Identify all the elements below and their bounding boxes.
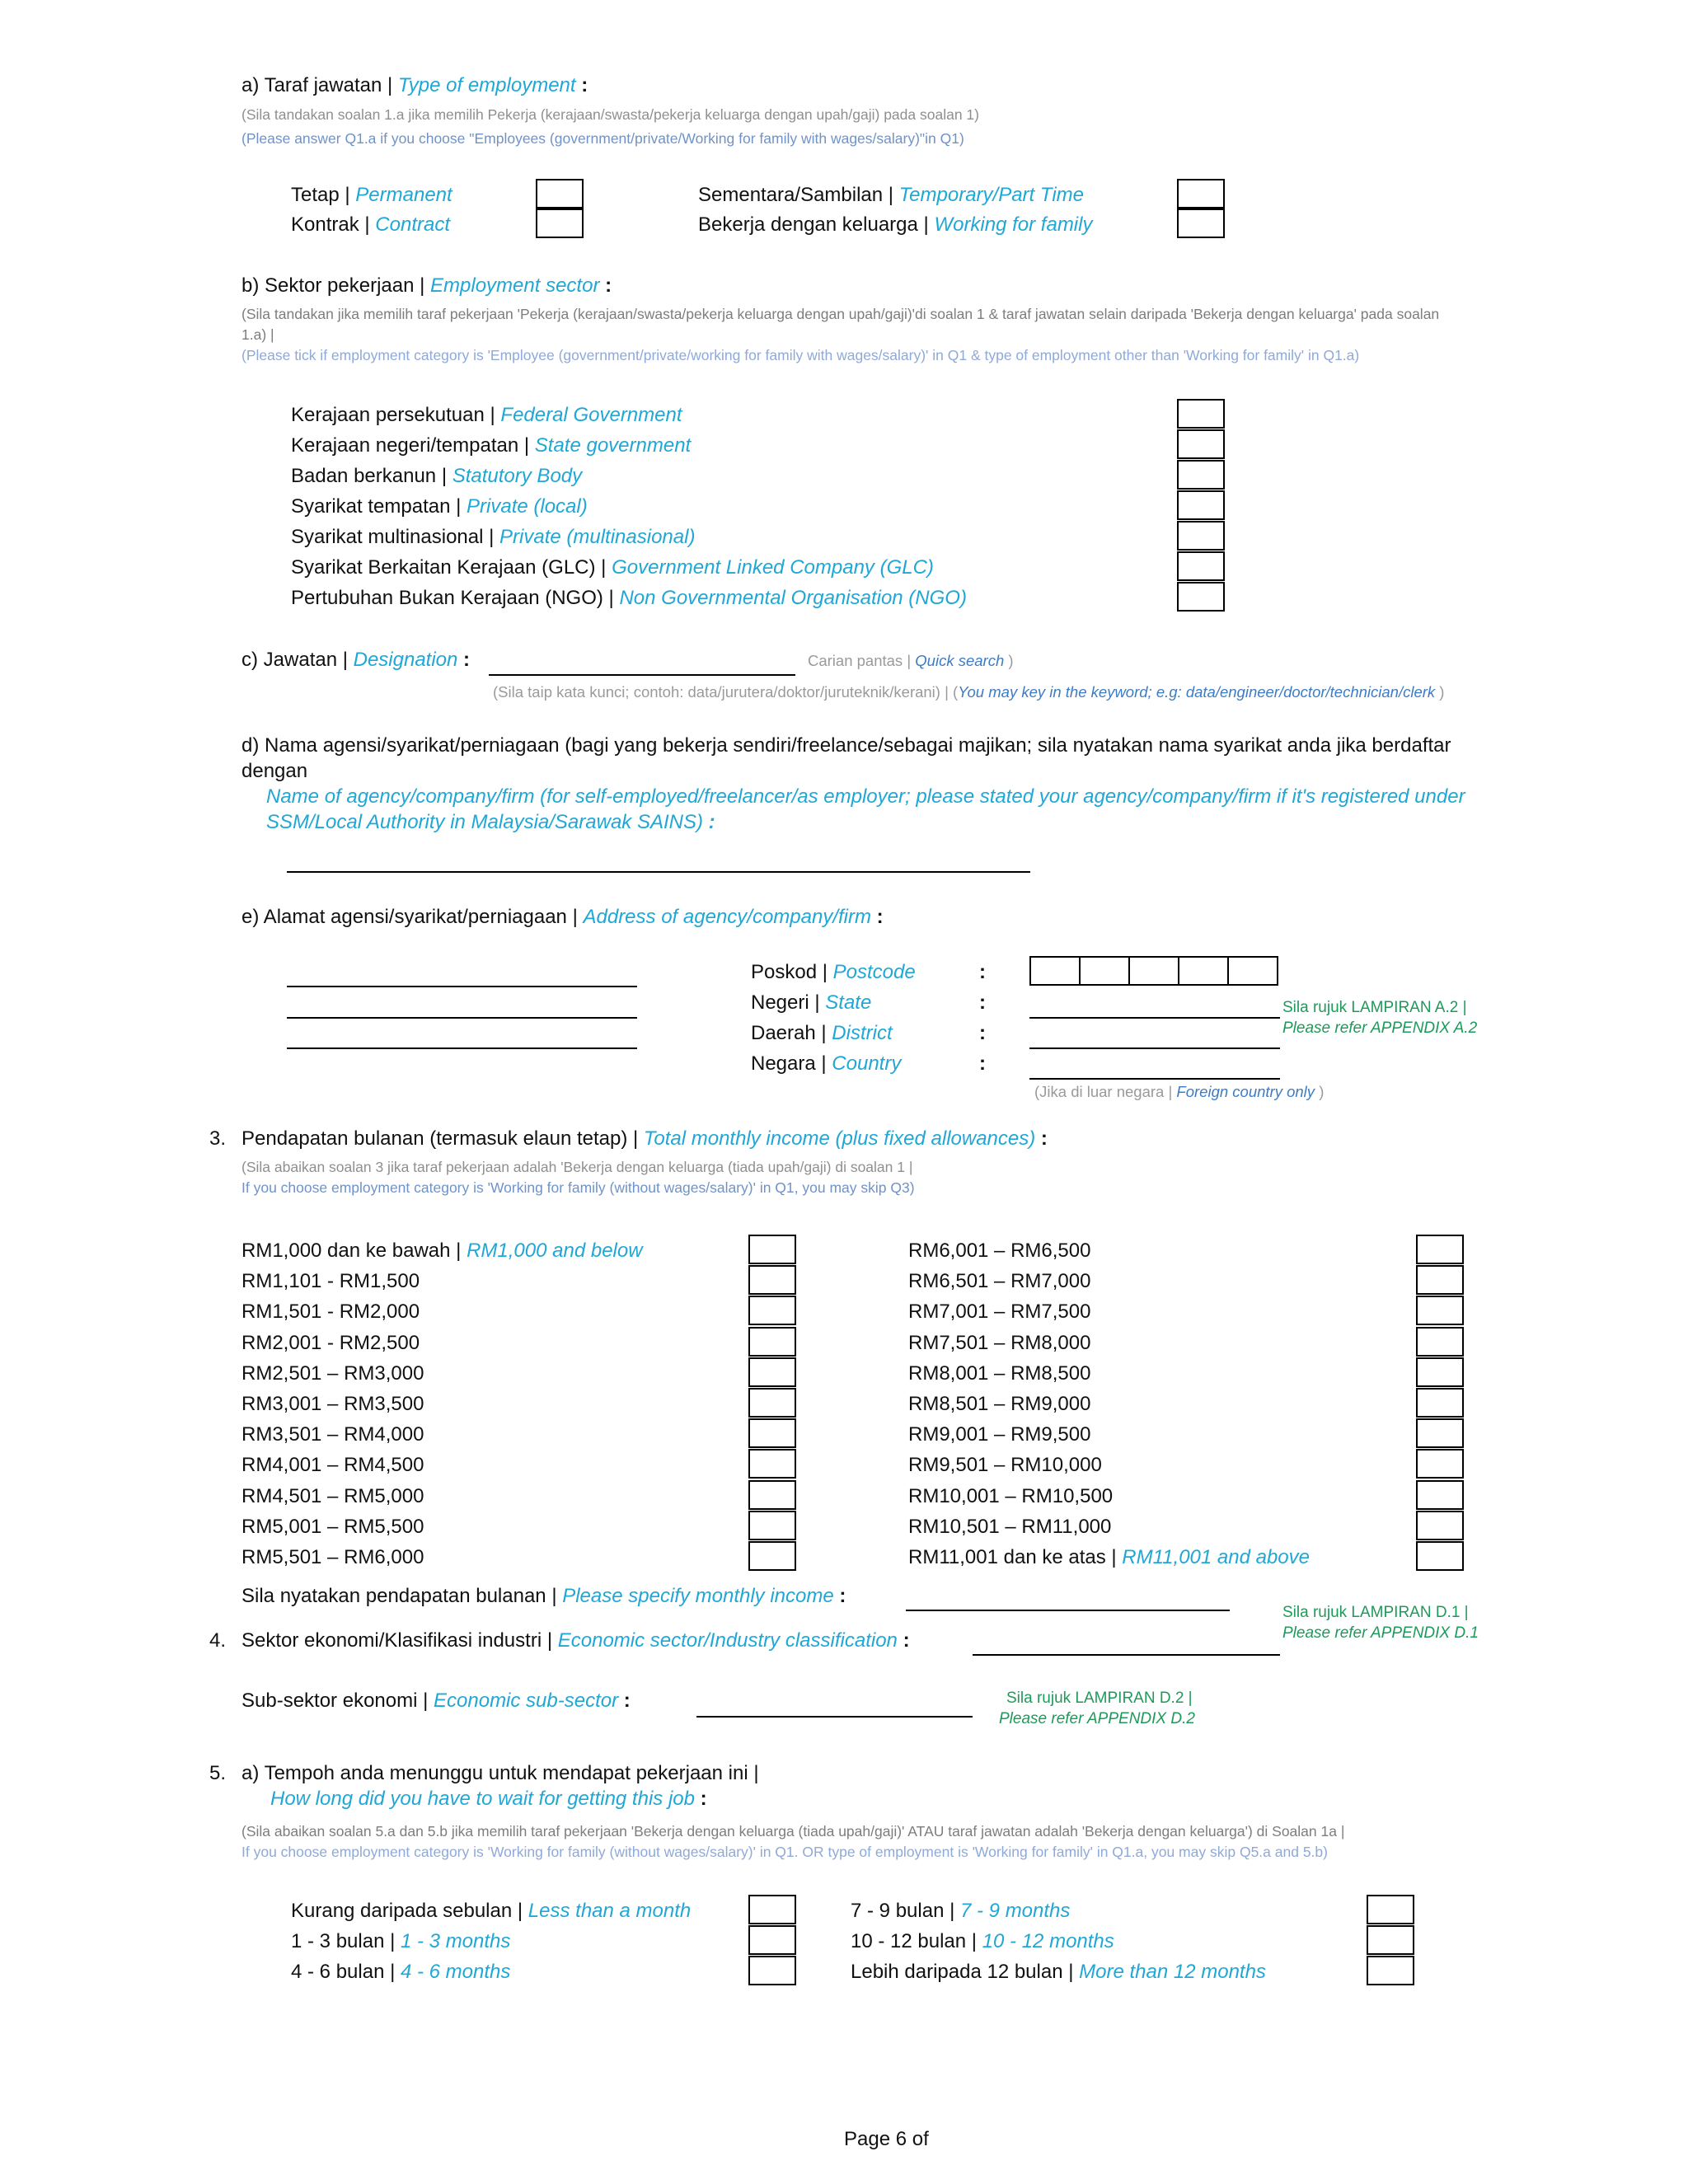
income-left-4-label: RM2,001 - RM2,500 [241, 1332, 420, 1354]
q3-note-ms: (Sila abaikan soalan 3 jika taraf pekerjaan adalah 'Bekerja dengan keluarga (tiada upah/gaji) di soalan 1 | [241, 1159, 913, 1175]
address-line-2-input[interactable] [287, 1017, 637, 1019]
section-e-title: e) Alamat agensi/syarikat/perniagaan | Address of agency/company/firm : [241, 906, 884, 928]
checkbox-income-left-1[interactable] [748, 1235, 796, 1264]
wait-option-4-label-ms: 7 - 9 bulan | [851, 1900, 955, 1922]
page-number: Page 6 of [844, 2128, 929, 2150]
income-left-1-label [241, 1240, 643, 1263]
agency-name-input[interactable] [287, 871, 1030, 873]
checkbox-income-right-3[interactable] [1416, 1296, 1464, 1325]
q3-note-en: If you choose employment category is 'Working for family (without wages/salary)' in Q1, you may skip Q3) [241, 1179, 915, 1196]
checkbox-income-left-9[interactable] [748, 1480, 796, 1510]
sector-option-5-label [291, 526, 695, 549]
section-b-note-en: (Please tick if employment category is 'Employee (government/private/working for family with wages/salary)' in Q1 & type of employment other than 'Working for family' in Q1.a) [241, 347, 1360, 363]
sector-option-5-label-ms: Syarikat multinasional | [291, 526, 495, 548]
postcode-label: Poskod | Postcode [751, 961, 916, 983]
wait-option-4-label-en: 7 - 9 months [960, 1900, 1071, 1922]
checkbox-sector-7[interactable] [1177, 582, 1225, 612]
checkbox-income-right-11[interactable] [1416, 1541, 1464, 1571]
checkbox-wait-2[interactable] [748, 1925, 796, 1955]
wait-option-2-label-en: 1 - 3 months [401, 1930, 511, 1952]
wait-option-3-label [291, 1961, 510, 1984]
q5-title-en: How long did you have to wait for getting this job : [270, 1788, 707, 1810]
checkbox-income-left-6[interactable] [748, 1388, 796, 1418]
designation-hint: (Sila taip kata kunci; contoh: data/jurutera/doktor/juruteknik/kerani) | (You may key in the keyword; e.g: data/engineer/doctor/technician/clerk ) [493, 683, 1445, 701]
q4-appendix-ref-en: Please refer APPENDIX D.1 [1282, 1624, 1479, 1642]
wait-option-5-label [851, 1930, 1114, 1953]
checkbox-income-left-7[interactable] [748, 1418, 796, 1448]
option-contract-label: Kontrak | Contract [291, 213, 450, 236]
q4-sub-appendix-ref-ms: Sila rujuk LAMPIRAN D.2 | [1006, 1690, 1193, 1707]
checkbox-temporary[interactable] [1177, 179, 1225, 209]
wait-option-1-label [291, 1900, 691, 1923]
sector-option-2-label-ms: Kerajaan negeri/tempatan | [291, 434, 530, 457]
specify-income-input[interactable] [906, 1610, 1230, 1611]
income-left-2-label: RM1,101 - RM1,500 [241, 1270, 420, 1292]
sector-option-6-label [291, 556, 934, 579]
checkbox-income-left-5[interactable] [748, 1357, 796, 1387]
section-a-title: a) Taraf jawatan | Type of employment : [241, 74, 588, 96]
postcode-digit-4[interactable] [1178, 956, 1229, 986]
sector-option-7-label-en: Non Governmental Organisation (NGO) [619, 587, 967, 609]
section-b-note-ms-2: 1.a) | [241, 326, 274, 343]
economic-sector-input[interactable] [973, 1654, 1280, 1656]
sector-option-2-label [291, 434, 691, 457]
wait-option-5-label-ms: 10 - 12 bulan | [851, 1930, 978, 1952]
checkbox-wait-4[interactable] [1367, 1895, 1414, 1924]
checkbox-sector-5[interactable] [1177, 521, 1225, 551]
checkbox-income-left-3[interactable] [748, 1296, 796, 1325]
checkbox-sector-1[interactable] [1177, 399, 1225, 429]
checkbox-wait-6[interactable] [1367, 1956, 1414, 1985]
checkbox-income-right-2[interactable] [1416, 1265, 1464, 1295]
income-right-2-label: RM6,501 – RM7,000 [908, 1270, 1091, 1292]
wait-option-3-label-ms: 4 - 6 bulan | [291, 1961, 401, 1983]
sub-sector-input[interactable] [696, 1716, 973, 1718]
postcode-digit-3[interactable] [1128, 956, 1179, 986]
income-left-9-label: RM4,501 – RM5,000 [241, 1485, 424, 1507]
q4-number: 4. [209, 1629, 227, 1652]
q4-sub-appendix-ref-en: Please refer APPENDIX D.2 [999, 1710, 1195, 1727]
income-left-7-label: RM3,501 – RM4,000 [241, 1423, 424, 1446]
income-right-5-label: RM8,001 – RM8,500 [908, 1362, 1091, 1385]
district-label: Daerah | District [751, 1022, 893, 1044]
sector-option-4-label [291, 495, 588, 518]
checkbox-income-right-1[interactable] [1416, 1235, 1464, 1264]
country-label: Negara | Country [751, 1052, 902, 1075]
checkbox-income-left-10[interactable] [748, 1511, 796, 1540]
option-working-for-family-label: Bekerja dengan keluarga | Working for family [698, 213, 1093, 236]
checkbox-income-right-6[interactable] [1416, 1388, 1464, 1418]
postcode-digit-2[interactable] [1079, 956, 1130, 986]
state-input[interactable] [1029, 1017, 1280, 1019]
wait-option-2-label-ms: 1 - 3 bulan | [291, 1930, 396, 1952]
checkbox-sector-6[interactable] [1177, 551, 1225, 581]
wait-option-6-label-en: More than 12 months [1079, 1961, 1266, 1983]
specify-income-label: Sila nyatakan pendapatan bulanan | Please specify monthly income : [241, 1585, 846, 1607]
section-b-title: b) Sektor pekerjaan | Employment sector : [241, 274, 612, 297]
checkbox-income-left-2[interactable] [748, 1265, 796, 1295]
sector-option-3-label [291, 465, 582, 488]
sector-option-7-label [291, 587, 967, 610]
checkbox-wait-1[interactable] [748, 1895, 796, 1924]
income-left-1-label-ms: RM1,000 dan ke bawah | [241, 1240, 462, 1262]
section-a-note-ms: (Sila tandakan soalan 1.a jika memilih Pekerja (kerajaan/swasta/pekerja keluarga dengan upah/gaji) pada soalan 1) [241, 106, 979, 123]
state-colon: : [979, 991, 986, 1014]
income-right-6-label: RM8,501 – RM9,000 [908, 1393, 1091, 1415]
q5-note-ms: (Sila abaikan soalan 5.a dan 5.b jika memilih taraf pekerjaan 'Bekerja dengan keluarga (tiada upah/gaji)' ATAU taraf jawatan adalah 'Bekerja dengan keluarga') di Soalan 1a | [241, 1823, 1345, 1840]
sector-option-4-label-ms: Syarikat tempatan | [291, 495, 462, 518]
sub-sector-label: Sub-sektor ekonomi | Economic sub-sector : [241, 1690, 631, 1712]
checkbox-income-left-8[interactable] [748, 1449, 796, 1479]
income-left-6-label: RM3,001 – RM3,500 [241, 1393, 424, 1415]
section-d-title-ms-1: d) Nama agensi/syarikat/perniagaan (bagi yang bekerja sendiri/freelance/sebagai majikan; sila nyatakan nama syarikat anda jika berdaftar [241, 734, 1451, 757]
sector-option-4-label-en: Private (local) [467, 495, 588, 518]
sector-option-5-label-en: Private (multinasional) [499, 526, 696, 548]
country-colon: : [979, 1052, 986, 1075]
sector-option-3-label-ms: Badan berkanun | [291, 465, 448, 487]
income-left-5-label: RM2,501 – RM3,000 [241, 1362, 424, 1385]
income-right-9-label: RM10,001 – RM10,500 [908, 1485, 1114, 1507]
wait-option-1-label-en: Less than a month [528, 1900, 692, 1922]
section-d-title-en-1: Name of agency/company/firm (for self-employed/freelancer/as employer; please stated your agency/company/firm if it's registered under [266, 785, 1465, 808]
checkbox-income-right-5[interactable] [1416, 1357, 1464, 1387]
section-a-note-en: (Please answer Q1.a if you choose "Employees (government/private/Working for family with wages/salary)"in Q1) [241, 130, 964, 147]
sector-option-3-label-en: Statutory Body [452, 465, 583, 487]
option-temporary-label: Sementara/Sambilan | Temporary/Part Time [698, 184, 1084, 206]
wait-option-6-label [851, 1961, 1266, 1984]
sector-option-6-label-ms: Syarikat Berkaitan Kerajaan (GLC) | [291, 556, 607, 579]
wait-option-3-label-en: 4 - 6 months [400, 1961, 511, 1983]
checkbox-income-right-10[interactable] [1416, 1511, 1464, 1540]
wait-option-6-label-ms: Lebih daripada 12 bulan | [851, 1961, 1074, 1983]
income-right-3-label: RM7,001 – RM7,500 [908, 1301, 1091, 1323]
q5-title-ms: a) Tempoh anda menunggu untuk mendapat pekerjaan ini | [241, 1762, 759, 1784]
postcode-colon: : [979, 961, 986, 983]
q3-number: 3. [209, 1127, 227, 1150]
checkbox-wait-3[interactable] [748, 1956, 796, 1985]
income-right-11-label-en: RM11,001 and above [1122, 1546, 1310, 1568]
income-right-11-label-ms: RM11,001 dan ke atas | [908, 1546, 1117, 1568]
checkbox-working-for-family[interactable] [1177, 209, 1225, 238]
q4-appendix-ref-ms: Sila rujuk LAMPIRAN D.1 | [1282, 1604, 1469, 1621]
wait-option-5-label-en: 10 - 12 months [982, 1930, 1114, 1952]
sector-option-1-label [291, 404, 682, 427]
income-right-7-label: RM9,001 – RM9,500 [908, 1423, 1091, 1446]
district-input[interactable] [1029, 1047, 1280, 1049]
checkbox-sector-4[interactable] [1177, 490, 1225, 520]
income-left-11-label: RM5,501 – RM6,000 [241, 1546, 424, 1568]
checkbox-income-left-4[interactable] [748, 1327, 796, 1357]
income-right-8-label: RM9,501 – RM10,000 [908, 1454, 1102, 1476]
checkbox-wait-5[interactable] [1367, 1925, 1414, 1955]
address-line-3-input[interactable] [287, 1047, 637, 1049]
q5-note-en: If you choose employment category is 'Working for family (without wages/salary)' in Q1. OR type of employment is 'Working for family' in Q1.a, you may skip Q5.a and 5.b) [241, 1844, 1328, 1860]
sector-option-6-label-en: Government Linked Company (GLC) [612, 556, 934, 579]
income-left-10-label: RM5,001 – RM5,500 [241, 1516, 424, 1538]
section-c-title: c) Jawatan | Designation : [241, 649, 471, 671]
checkbox-income-right-7[interactable] [1416, 1418, 1464, 1448]
income-right-11-label [908, 1546, 1310, 1569]
state-label: Negeri | State [751, 991, 872, 1014]
income-left-1-label-en: RM1,000 and below [467, 1240, 643, 1262]
checkbox-income-right-8[interactable] [1416, 1449, 1464, 1479]
q3-title: Pendapatan bulanan (termasuk elaun tetap) | Total monthly income (plus fixed allowances) : [241, 1127, 1048, 1150]
wait-option-4-label [851, 1900, 1070, 1923]
state-appendix-ref-ms: Sila rujuk LAMPIRAN A.2 | [1282, 999, 1467, 1016]
quick-search[interactable]: Carian pantas | Quick search ) [808, 652, 1014, 669]
checkbox-contract[interactable] [536, 209, 584, 238]
income-left-3-label: RM1,501 - RM2,000 [241, 1301, 420, 1323]
sector-option-7-label-ms: Pertubuhan Bukan Kerajaan (NGO) | [291, 587, 614, 609]
income-right-4-label: RM7,501 – RM8,000 [908, 1332, 1091, 1354]
district-colon: : [979, 1022, 986, 1044]
income-right-10-label: RM10,501 – RM11,000 [908, 1516, 1112, 1538]
checkbox-income-right-9[interactable] [1416, 1480, 1464, 1510]
address-line-1-input[interactable] [287, 986, 637, 987]
wait-option-2-label [291, 1930, 510, 1953]
designation-input[interactable] [489, 674, 795, 676]
sector-option-1-label-ms: Kerajaan persekutuan | [291, 404, 495, 426]
country-input[interactable] [1029, 1078, 1280, 1080]
postcode-digit-1[interactable] [1029, 956, 1081, 986]
postcode-digit-5[interactable] [1227, 956, 1278, 986]
q5-number: 5. [209, 1762, 227, 1784]
q4-title: Sektor ekonomi/Klasifikasi industri | Economic sector/Industry classification : [241, 1629, 910, 1652]
checkbox-sector-2[interactable] [1177, 429, 1225, 459]
sector-option-1-label-en: Federal Government [500, 404, 682, 426]
income-right-1-label: RM6,001 – RM6,500 [908, 1240, 1091, 1262]
section-d-title-en-2: SSM/Local Authority in Malaysia/Sarawak SAINS) : [266, 811, 715, 833]
section-d-title-ms-2: dengan [241, 760, 308, 782]
section-b-note-ms-1: (Sila tandakan jika memilih taraf pekerjaan 'Pekerja (kerajaan/swasta/pekerja keluarga dengan upah/gaji)'di soalan 1 & taraf jawatan selain daripada 'Bekerja dengan keluarga' pada soalan [241, 306, 1440, 322]
checkbox-income-right-4[interactable] [1416, 1327, 1464, 1357]
income-left-8-label: RM4,001 – RM4,500 [241, 1454, 424, 1476]
wait-option-1-label-ms: Kurang daripada sebulan | [291, 1900, 523, 1922]
option-permanent-label: Tetap | Permanent [291, 184, 452, 206]
foreign-country-hint: (Jika di luar negara | Foreign country only ) [1034, 1083, 1325, 1100]
checkbox-permanent[interactable] [536, 179, 584, 209]
state-appendix-ref-en: Please refer APPENDIX A.2 [1282, 1019, 1478, 1037]
checkbox-sector-3[interactable] [1177, 460, 1225, 490]
checkbox-income-left-11[interactable] [748, 1541, 796, 1571]
sector-option-2-label-en: State government [534, 434, 692, 457]
